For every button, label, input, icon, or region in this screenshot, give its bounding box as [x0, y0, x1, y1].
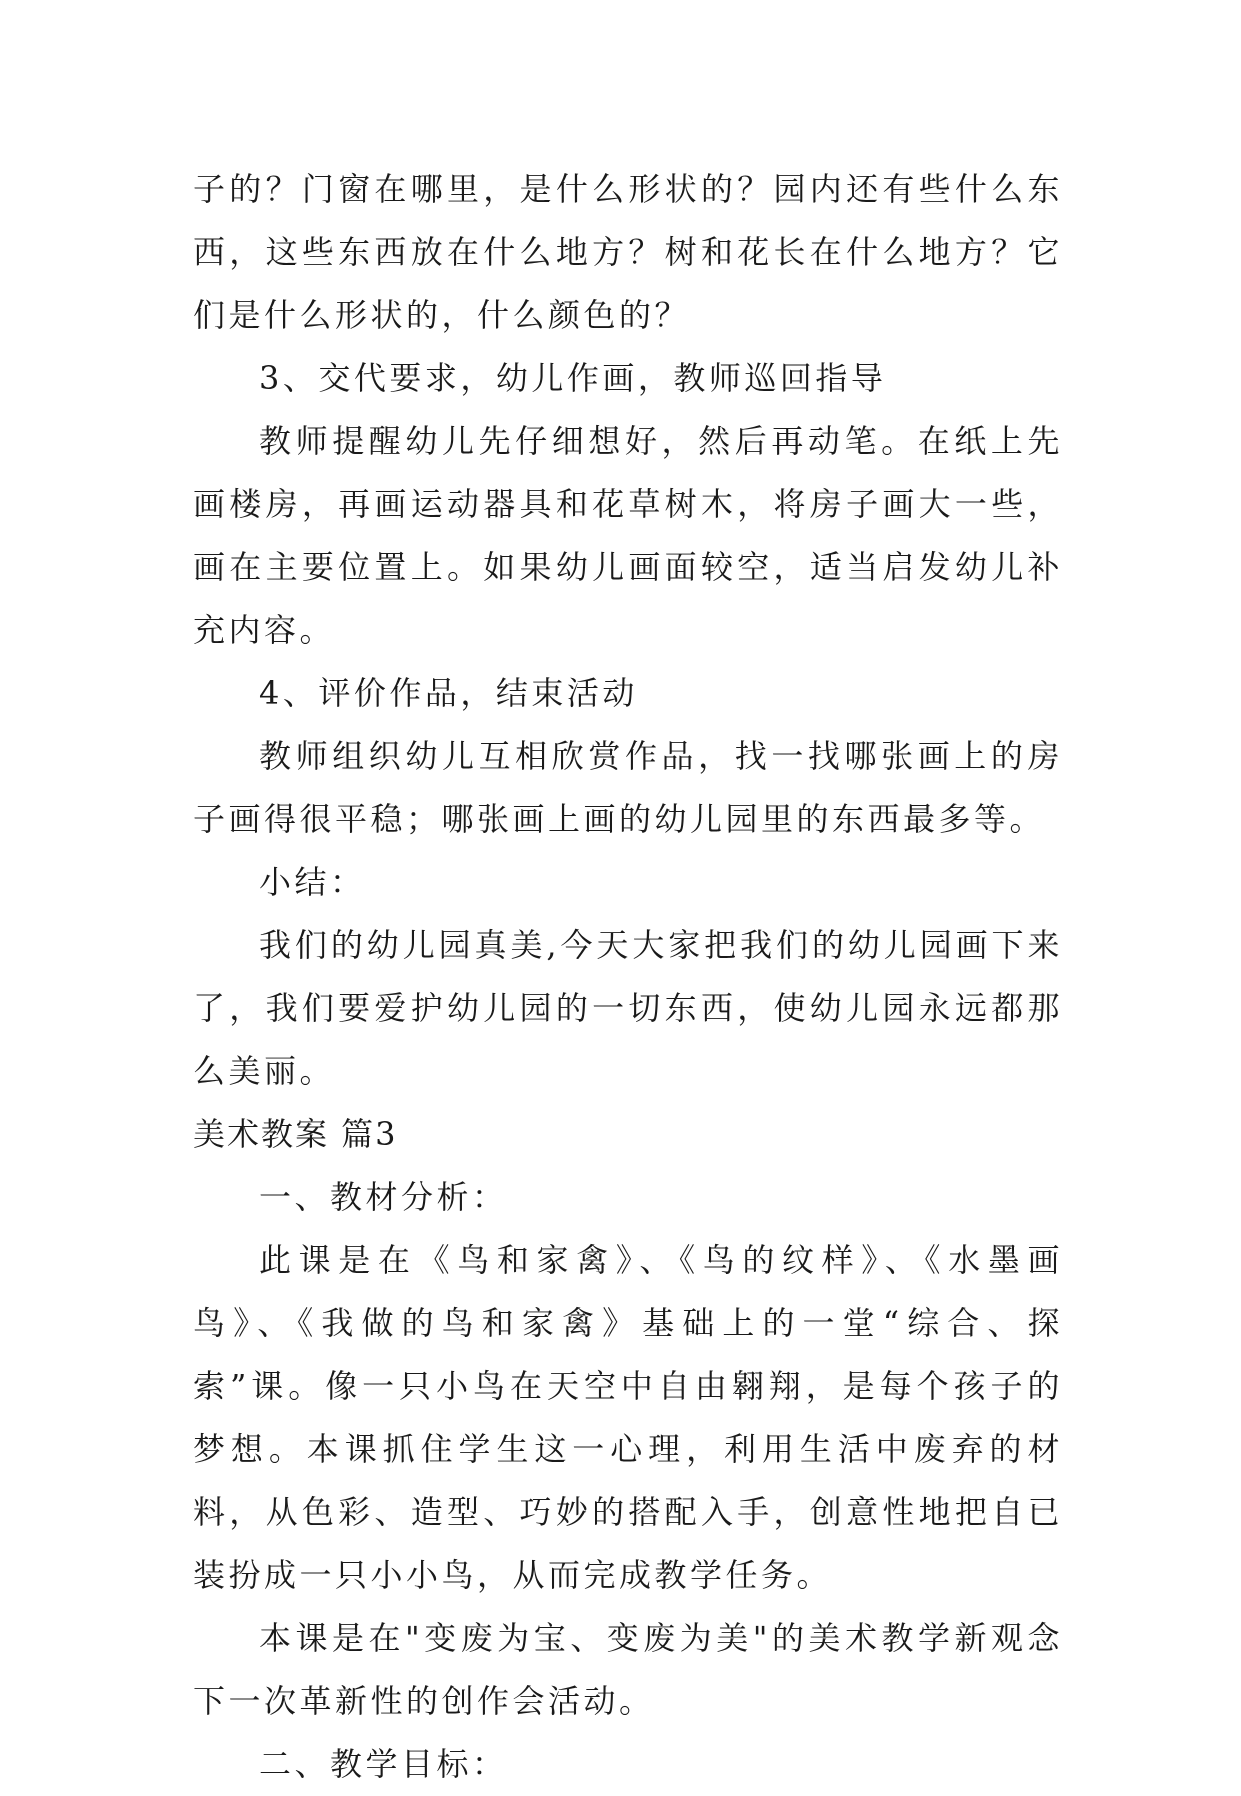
- step-4-heading: 4、评价作品，结束活动: [259, 674, 638, 712]
- step-4-body: 教师组织幼儿互相欣赏作品，找一找哪张画上的房子画得很平稳；哪张画上画的幼儿园里的东西最多等。: [193, 737, 1063, 838]
- section-1-heading: 一、教材分析：: [259, 1178, 508, 1216]
- paragraph-continuation: 子的？门窗在哪里，是什么形状的？园内还有些什么东西，这些东西放在什么地方？树和花长在什么地方？它们是什么形状的，什么颜色的？: [193, 170, 1063, 334]
- section-title: 美术教案 篇3: [193, 1115, 398, 1153]
- section-2-heading: 二、教学目标：: [259, 1745, 508, 1783]
- section-1-body: 此课是在《鸟和家禽》、《鸟的纹样》、《水墨画鸟》、《我做的鸟和家禽》基础上的一堂“综合、探索”课。像一只小鸟在天空中自由翱翔，是每个孩子的梦想。本课抓住学生这一心理，利用生活中废弃的材料，从色彩、造型、巧妙的搭配入手，创意性地把自已装扮成一只小小鸟，从而完成教学任务。: [193, 1241, 1063, 1594]
- summary-body: 我们的幼儿园真美,今天大家把我们的幼儿园画下来了，我们要爱护幼儿园的一切东西，使幼儿园永远都那么美丽。: [193, 926, 1063, 1090]
- step-3-heading: 3、交代要求，幼儿作画，教师巡回指导: [259, 359, 887, 397]
- step-3-body: 教师提醒幼儿先仔细想好，然后再动笔。在纸上先画楼房，再画运动器具和花草树木，将房子画大一些，画在主要位置上。如果幼儿画面较空，适当启发幼儿补充内容。: [193, 422, 1063, 649]
- summary-heading: 小结：: [259, 863, 366, 901]
- section-1-body-2: 本课是在"变废为宝、变废为美"的美术教学新观念下一次革新性的创作会活动。: [193, 1619, 1063, 1720]
- document-body: [193, 158, 1063, 1796]
